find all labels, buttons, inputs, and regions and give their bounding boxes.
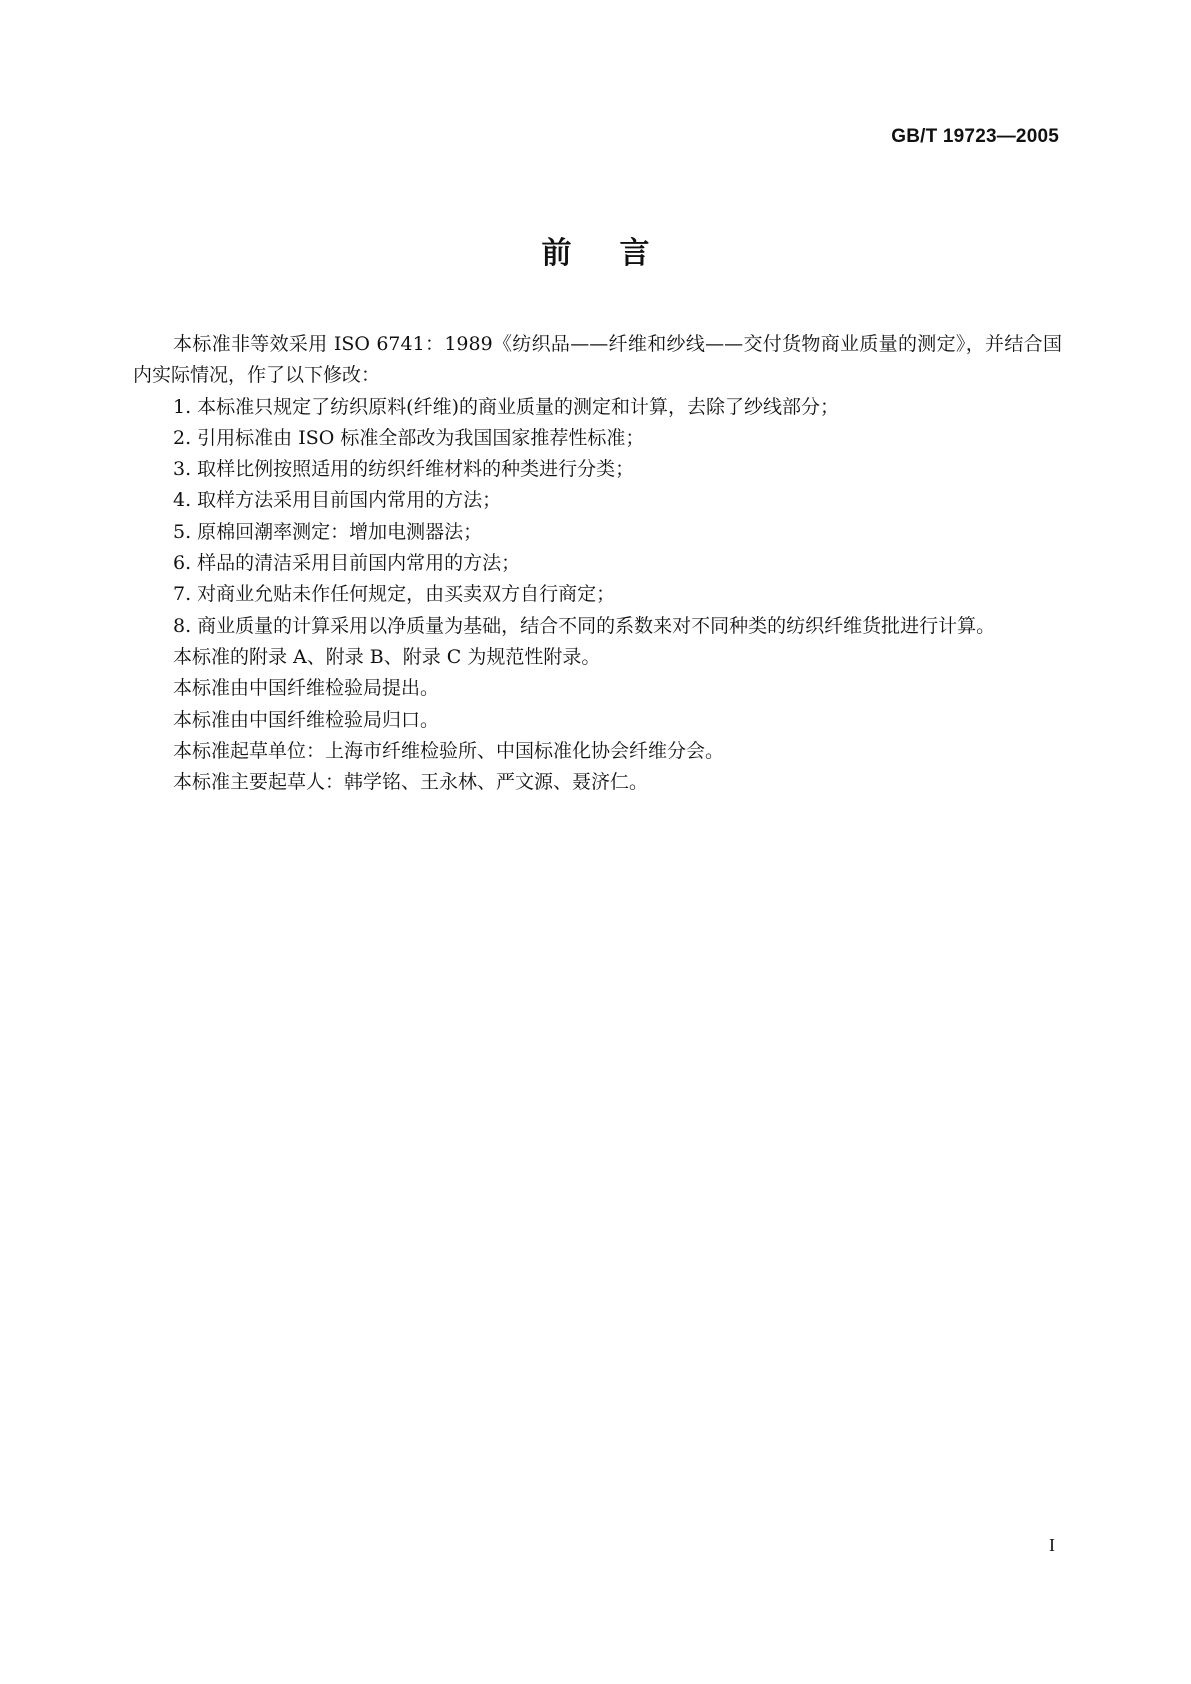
- standard-number: GB/T 19723—2005: [891, 126, 1059, 147]
- list-item: 8. 商业质量的计算采用以净质量为基础，结合不同的系数来对不同种类的纺织纤维货批进行计算。: [173, 614, 996, 637]
- foreword-body: [133, 329, 1062, 798]
- centralized-by-paragraph: 本标准由中国纤维检验局归口。: [173, 708, 440, 731]
- page-title: 前言: [541, 236, 698, 271]
- list-item: 2. 引用标准由 ISO 标准全部改为我国国家推荐性标准；: [173, 426, 645, 449]
- proposer-paragraph: 本标准由中国纤维检验局提出。: [173, 677, 440, 700]
- drafters-paragraph: 本标准主要起草人：韩学铭、王永林、严文源、聂济仁。: [173, 771, 649, 794]
- page-number: I: [1049, 1535, 1055, 1555]
- drafting-units-paragraph: 本标准起草单位：上海市纤维检验所、中国标准化协会纤维分会。: [173, 739, 725, 762]
- list-item: 4. 取样方法采用目前国内常用的方法；: [173, 489, 502, 512]
- intro-paragraph: 本标准非等效采用 ISO 6741：1989《纺织品——纤维和纱线——交付货物商业质量的测定》，并结合国内实际情况，作了以下修改：: [133, 333, 1062, 387]
- annex-note-paragraph: 本标准的附录 A、附录 B、附录 C 为规范性附录。: [173, 645, 601, 668]
- list-item: 5. 原棉回潮率测定：增加电测器法；: [173, 520, 483, 543]
- list-item: 1. 本标准只规定了纺织原料(纤维)的商业质量的测定和计算，去除了纱线部分；: [173, 395, 839, 418]
- list-item: 6. 样品的清洁采用目前国内常用的方法；: [173, 552, 521, 575]
- list-item: 7. 对商业允贴未作任何规定，由买卖双方自行商定；: [173, 583, 616, 606]
- list-item: 3. 取样比例按照适用的纺织纤维材料的种类进行分类；: [173, 458, 635, 481]
